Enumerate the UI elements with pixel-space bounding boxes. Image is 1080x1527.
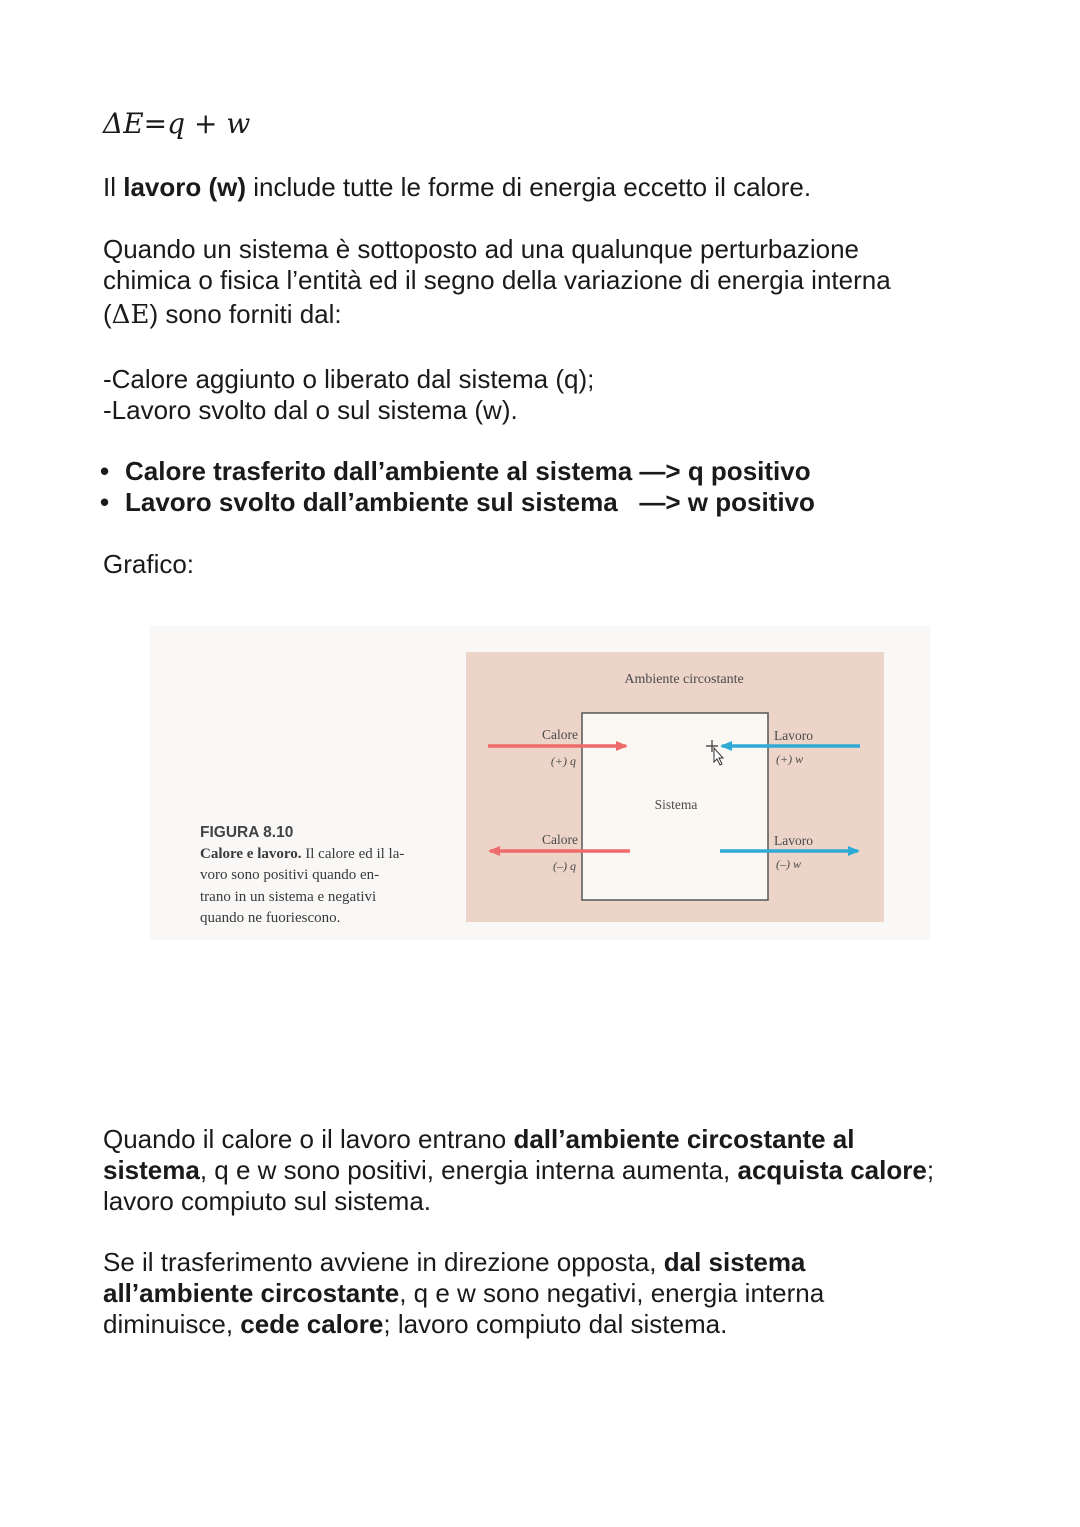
figure-8-10 (150, 626, 930, 940)
p4-line3 (103, 1309, 824, 1340)
work-in-label: Lavoro (774, 728, 813, 743)
p3-text: Quando il calore o il lavoro entrano (103, 1124, 514, 1154)
work-out-label: Lavoro (774, 833, 813, 848)
heat-work-diagram (466, 652, 884, 922)
caption-line: Il calore ed il la- (301, 845, 405, 862)
sign-convention-list (100, 456, 815, 518)
p3-line1 (103, 1124, 934, 1155)
dash-item-lavoro: -Lavoro svolto dal o sul sistema (w). (103, 395, 518, 425)
formula-q: q (167, 107, 186, 140)
p3-text: , q e w sono positivi, energia interna aumenta, (199, 1155, 738, 1185)
p4-bold: dal sistema (663, 1247, 806, 1277)
heat-in-sign: (+) q (550, 754, 576, 768)
p1-post: include tutte le forme di energia eccetto il calore. (246, 172, 812, 202)
paragraph-perturbazione (103, 234, 891, 331)
surroundings-label: Ambiente circostante (624, 672, 744, 687)
p2-line1: Quando un sistema è sottoposto ad una qualunque perturbazione (103, 234, 859, 264)
p2-open: ( (103, 299, 112, 329)
figure-number: FIGURA 8.10 (200, 824, 294, 841)
p2-line2: chimica o fisica l’entità ed il segno della variazione di energia interna (103, 265, 891, 295)
p1-bold: lavoro (w) (123, 172, 247, 202)
system-label: Sistema (654, 797, 698, 812)
paragraph-positive-transfer (103, 1124, 934, 1217)
grafico-label: Grafico: (103, 549, 195, 579)
p4-bold: cede calore (240, 1309, 384, 1339)
bullet-calore-positivo: • Calore trasferito dall’ambiente al sistema —> q positivo (100, 456, 815, 487)
formula-plus: + (193, 107, 218, 140)
dash-list (103, 364, 594, 426)
formula-w: w (226, 107, 251, 140)
p1-pre: Il (103, 172, 124, 202)
heat-out-label: Calore (542, 832, 578, 847)
p4-text: Se il trasferimento avviene in direzione opposta, (103, 1247, 664, 1277)
p4-line2 (103, 1278, 824, 1309)
formula-delta-e: ΔE (103, 107, 144, 140)
p3-line3: lavoro compiuto sul sistema. (103, 1186, 432, 1216)
p4-line1 (103, 1247, 824, 1278)
p4-text: diminuisce, (103, 1309, 241, 1339)
caption-line: trano in un sistema e negativi (200, 888, 377, 905)
p3-text: ; (926, 1155, 935, 1185)
p2-line3 (103, 299, 891, 331)
p4-text: ; lavoro compiuto dal sistema. (383, 1309, 728, 1339)
figure-caption-lead: Calore e lavoro. (200, 845, 302, 862)
caption-line: quando ne fuoriescono. (200, 910, 341, 926)
bullet-lavoro-positivo: • Lavoro svolto dall’ambiente sul sistema —> w positivo (100, 487, 815, 518)
paragraph-lavoro-definition (103, 172, 811, 203)
heat-in-label: Calore (542, 727, 578, 742)
work-out-sign: (–) w (776, 857, 801, 871)
work-in-sign: (+) w (776, 752, 804, 766)
p3-bold: sistema (103, 1155, 200, 1185)
delta-e-symbol: ΔE (111, 300, 150, 330)
p3-bold: dall’ambiente circostante al (513, 1124, 855, 1154)
formula-equals: = (143, 107, 168, 140)
figure-caption (200, 822, 450, 930)
energy-formula (103, 108, 250, 140)
paragraph-negative-transfer (103, 1247, 824, 1340)
p2-rest: ) sono forniti dal: (149, 299, 342, 329)
heat-out-sign: (–) q (553, 859, 576, 873)
p4-bold: all’ambiente circostante (103, 1278, 400, 1308)
p4-text: , q e w sono negativi, energia interna (399, 1278, 825, 1308)
p3-bold: acquista calore (737, 1155, 927, 1185)
dash-item-calore: -Calore aggiunto o liberato dal sistema (q); (103, 364, 595, 394)
p3-line2 (103, 1155, 934, 1186)
caption-line: voro sono positivi quando en- (200, 867, 380, 883)
